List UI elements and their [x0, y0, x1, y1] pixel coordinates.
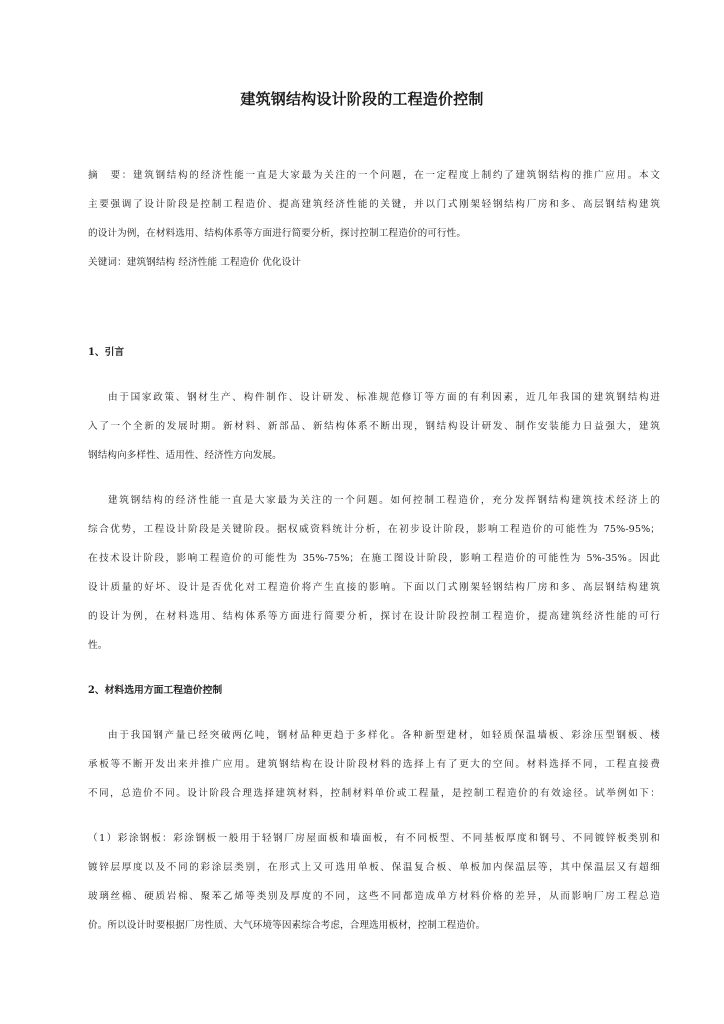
section-2-para-1-line-3: 不同，总造价不同。设计阶段合理选择建筑材料，控制材料单价或工程量，是控制工程造价的有效途径。试举例如下： [88, 788, 660, 799]
section-1-para-2-line-6: 性。 [88, 640, 108, 651]
section-1-para-1-line-3: 钢结构向多样性、适用性、经济性方向发展。 [88, 450, 282, 461]
abstract-line-1: 摘 要：建筑钢结构的经济性能一直是大家最为关注的一个问题，在一定程度上制约了建筑钢结构的推广应用。本文 [88, 170, 660, 181]
section-2-para-2-line-4: 价。所以设计时要根据厂房性质、大气环境等因素综合考虑，合理选用板材，控制工程造价。 [88, 920, 486, 931]
section-1-para-2-line-2: 综合优势，工程设计阶段是关键阶段。据权威资料统计分析，在初步设计阶段，影响工程造价的可能性为 75%-95%； [88, 524, 660, 535]
section-2-para-2-line-2: 镀锌层厚度以及不同的彩涂层类别，在形式上又可选用单板、保温复合板、单板加内保温层等，其中保温层又有超细 [88, 862, 660, 873]
abstract-line-2: 主要强调了设计阶段是控制工程造价、提高建筑经济性能的关键，并以门式刚架轻钢结构厂房和多、高层钢结构建筑 [88, 199, 660, 210]
section-1-para-1-line-1: 由于国家政策、钢材生产、构件制作、设计研发、标准规范修订等方面的有利因素，近几年我国的建筑钢结构进 [108, 392, 660, 403]
section-1-heading: 1、引言 [88, 347, 125, 358]
section-1-para-2-line-4: 设计质量的好坏、设计是否优化对工程造价将产生直接的影响。下面以门式刚架轻钢结构厂房和多、高层钢结构建筑 [88, 582, 660, 593]
section-2-para-2-line-1: （1）彩涂钢板：彩涂钢板一般用于轻钢厂房屋面板和墙面板，有不同板型、不同基板厚度和钢号、不同镀锌板类别和 [88, 833, 660, 844]
section-2-para-2-line-3: 玻璃丝棉、硬质岩棉、聚苯乙烯等类别及厚度的不同，这些不同都造成单方材料价格的差异，从而影响厂房工程总造 [88, 891, 660, 902]
section-2-para-1-line-2: 承板等不断开发出来并推广应用。建筑钢结构在设计阶段材料的选择上有了更大的空间。材料选择不同，工程直接费 [88, 759, 660, 770]
section-1-para-2-line-3: 在技术设计阶段，影响工程造价的可能性为 35%-75%；在施工图设计阶段，影响工程造价的可能性为 5%-35%。因此 [88, 553, 660, 564]
section-1-para-1-line-2: 入了一个全新的发展时期。新材料、新部品、新结构体系不断出现，钢结构设计研发、制作安装能力日益强大，建筑 [88, 421, 660, 432]
section-2-para-1-line-1: 由于我国钢产量已经突破两亿吨，钢材品种更趋于多样化。各种新型建材，如轻质保温墙板、彩涂压型钢板、楼 [108, 730, 660, 741]
section-1-para-2-line-5: 的设计为例，在材料选用、结构体系等方面进行简要分析，探讨在设计阶段控制工程造价，提高建筑经济性能的可行 [88, 611, 660, 622]
document-title: 建筑钢结构设计阶段的工程造价控制 [240, 90, 484, 108]
abstract-line-3: 的设计为例，在材料选用、结构体系等方面进行简要分析，探讨控制工程造价的可行性。 [88, 228, 467, 239]
section-1-para-2-line-1: 建筑钢结构的经济性能一直是大家最为关注的一个问题。如何控制工程造价，充分发挥钢结构建筑技术经济上的 [108, 495, 660, 506]
section-2-heading: 2、材料选用方面工程造价控制 [88, 685, 223, 696]
keywords-line: 关键词：建筑钢结构 经济性能 工程造价 优化设计 [88, 257, 302, 268]
